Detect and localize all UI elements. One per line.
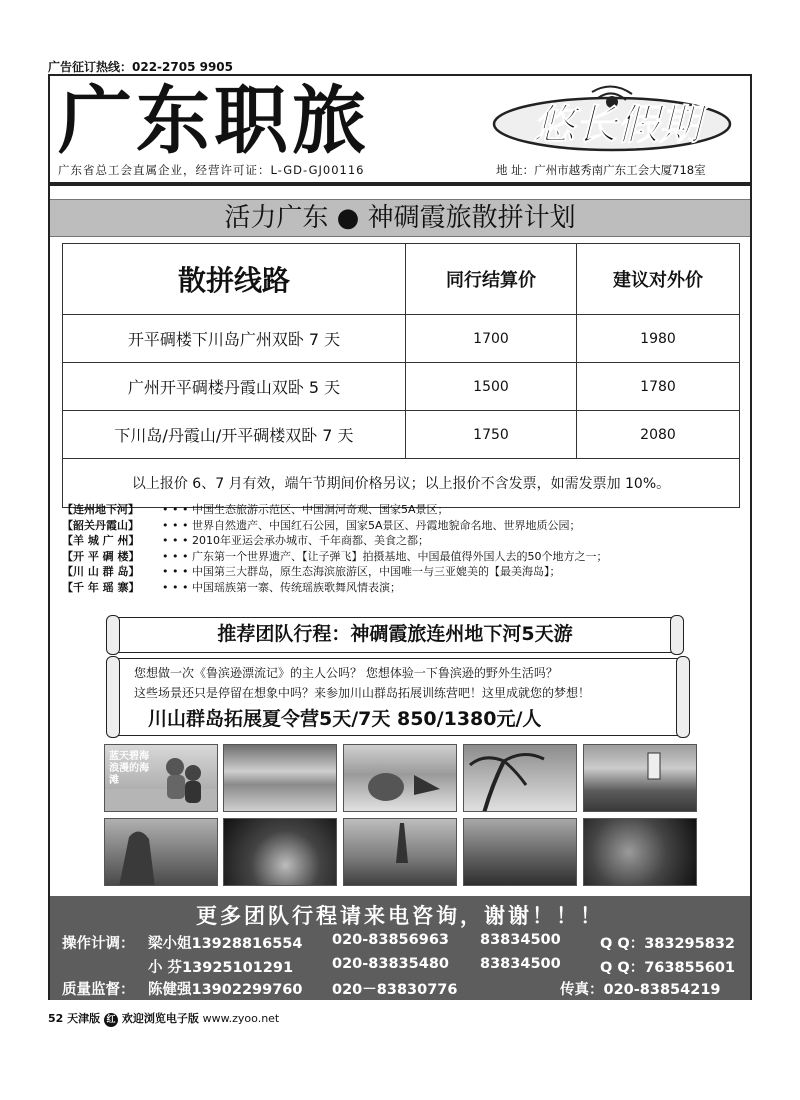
logo-text: 悠长假期 <box>532 100 702 149</box>
route-name: 广州开平碉楼丹霞山双卧 5 天 <box>63 363 406 411</box>
recommend-scroll <box>104 617 686 653</box>
route-price-table <box>62 243 740 508</box>
contact-name: 陈健强13902299760 <box>148 982 303 998</box>
contact-tel: 020－83830776 <box>332 982 458 998</box>
attraction-name: 【开 平 碉 楼】 <box>62 549 140 563</box>
header-route: 散拼线路 <box>63 244 406 315</box>
attraction-name: 【韶关丹霞山】 <box>62 518 139 532</box>
route-name: 开平碉楼下川岛广州双卧 7 天 <box>63 315 406 363</box>
peer-price: 1500 <box>406 363 577 411</box>
route-name: 下川岛/丹霞山/开平碉楼双卧 7 天 <box>63 411 406 459</box>
attraction-name: 【羊 城 广 州】 <box>62 534 140 548</box>
retail-price: 1980 <box>577 315 740 363</box>
page-footer <box>48 1010 279 1027</box>
photo-diaolou-view <box>583 744 697 812</box>
camp-line-2: 这些场景还只是停留在想象中吗？来参加川山群岛拓展训练营吧！这里成就您的梦想！ <box>134 686 591 700</box>
attraction-desc: • • • 中国生态旅游示范区、中国洞河奇观、国家5A景区； <box>162 503 449 516</box>
photo-underground-river <box>583 818 697 886</box>
palm-image <box>464 745 577 812</box>
attraction-desc: • • • 中国瑶族第一寨、传统瑶族歌舞风情表演； <box>162 580 401 594</box>
brand-title: 广东职旅 <box>58 78 370 164</box>
list-item <box>62 564 607 580</box>
recommend-title: 推荐团队行程：神碉霞旅连州地下河5天游 <box>217 623 573 645</box>
list-item <box>62 502 607 518</box>
table-row <box>63 363 740 411</box>
list-item <box>62 580 607 596</box>
peer-price: 1700 <box>406 315 577 363</box>
holiday-logo <box>492 82 742 158</box>
scroll-roll-left <box>106 656 120 738</box>
ad-hotline: 广告征订热线：022-2705 9905 <box>48 60 234 74</box>
plan-banner <box>50 199 750 237</box>
list-item <box>62 549 607 565</box>
contact-name: 小 芬13925101291 <box>148 960 294 976</box>
table-row <box>63 411 740 459</box>
table-note-row <box>63 459 740 508</box>
attraction-name: 【川 山 群 岛】 <box>62 565 140 579</box>
seashell-image <box>344 745 457 812</box>
contact-name: 梁小姐13928816554 <box>148 936 303 952</box>
contact-qq: Q Q：383295832 <box>600 936 736 952</box>
contact-tel-2: 83834500 <box>480 932 561 948</box>
hong-badge: 红 <box>104 1013 118 1027</box>
ops-label: 操作计调： <box>62 936 135 952</box>
header-retail-price: 建议对外价 <box>577 244 740 315</box>
retail-price: 1780 <box>577 363 740 411</box>
banner-right: 神碉霞旅散拼计划 <box>367 203 576 233</box>
page-number: 52 天津版 <box>48 1012 101 1025</box>
camp-line-1: 您想做一次《鲁滨逊漂流记》的主人公吗？ 您想体验一下鲁滨逊的野外生活吗？ <box>134 666 558 680</box>
camp-scroll <box>104 658 686 736</box>
table-row <box>63 315 740 363</box>
site-link[interactable]: www.zyoo.net <box>202 1012 280 1025</box>
photo-beach-crowd <box>223 744 337 812</box>
price-note: 以上报价 6、7 月有效，端午节期间价格另议；以上报价不含发票，如需发票加 10%。 <box>63 459 740 508</box>
company-info: 广东省总工会直属企业，经营许可证：L-GD-GJ00116 <box>58 163 365 177</box>
attractions-list <box>62 502 607 596</box>
contact-tel: 020-83856963 <box>332 932 449 948</box>
danxia-image <box>105 819 218 886</box>
photo-guangzhou-tower <box>343 818 457 886</box>
photo-palm-beach <box>463 744 577 812</box>
contact-tel-2: 83834500 <box>480 956 561 972</box>
photo-seashell <box>343 744 457 812</box>
attraction-desc: • • • 2010年亚运会承办城市、千年商都、美食之都； <box>162 534 429 548</box>
attraction-desc: • • • 广东第一个世界遗产、【让子弹飞】拍摄基地、中国最值得外国人去的50个地方之一； <box>162 549 608 563</box>
header-peer-price: 同行结算价 <box>406 244 577 315</box>
banner-left: 活力广东 <box>224 203 329 233</box>
attraction-name: 【连州地下河】 <box>62 503 139 516</box>
diaolou-image <box>584 745 697 812</box>
attraction-desc: • • • 世界自然遗产、中国红石公园，国家5A景区、丹霞地貌命名地、世界地质公园； <box>162 518 581 532</box>
list-item <box>62 533 607 549</box>
camp-title: 川山群岛拓展夏令营5天/7天 850/1380元/人 <box>148 708 542 730</box>
photo-beach-couple <box>104 744 218 812</box>
contact-qq: Q Q：763855601 <box>600 960 736 976</box>
contact-fax: 传真：020-83854219 <box>560 982 721 998</box>
tower-image <box>344 819 457 886</box>
contact-tel: 020-83835480 <box>332 956 449 972</box>
photo-city-night <box>223 818 337 886</box>
qc-label: 质量监督： <box>62 982 135 998</box>
peer-price: 1750 <box>406 411 577 459</box>
header-rule <box>50 182 750 186</box>
contact-footer <box>50 896 750 1000</box>
retail-price: 2080 <box>577 411 740 459</box>
footer-slogan: 更多团队行程请来电咨询，谢谢！！！ <box>196 903 604 928</box>
list-item <box>62 518 607 534</box>
attraction-desc: • • • 中国第三大群岛，原生态海滨旅游区，中国唯一与三亚媲美的【最美海岛】； <box>162 565 561 579</box>
table-header-row <box>63 244 740 315</box>
footer-text: 欢迎浏览电子版 <box>121 1012 199 1025</box>
photo-danxia-rock <box>104 818 218 886</box>
scroll-roll-right <box>676 656 690 738</box>
attraction-name: 【千 年 瑶 寨】 <box>62 580 140 594</box>
company-address: 地 址：广州市越秀南广东工会大厦718室 <box>496 163 706 177</box>
banner-bullet: ● <box>336 203 360 233</box>
photo-caption: 蓝天碧海 浪漫的海滩 <box>109 751 149 786</box>
photo-yao-village <box>463 818 577 886</box>
